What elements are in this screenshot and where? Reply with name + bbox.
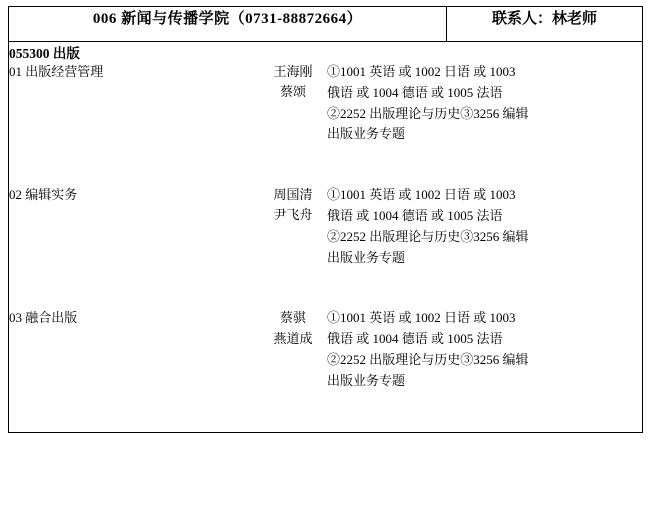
direction-name: 03 融合出版 (9, 310, 78, 326)
direction-exams (327, 185, 643, 268)
spacer-cell (259, 145, 327, 185)
major-block (9, 42, 643, 433)
major-code-teachers-spacer (259, 42, 327, 62)
exam-line: 俄语 或 1004 德语 或 1005 法语 (327, 84, 503, 100)
spacer-cell (327, 145, 643, 185)
directions-table (9, 42, 643, 432)
exam-line: 俄语 或 1004 德语 或 1005 法语 (327, 331, 503, 347)
teacher-name: 周国清 (273, 187, 313, 203)
direction-teachers (259, 308, 327, 391)
spacer-cell (259, 392, 327, 432)
teacher-name: 蔡骐 (279, 310, 306, 326)
direction-row (9, 185, 643, 268)
spacer-cell (327, 268, 643, 308)
row-spacer (9, 145, 643, 185)
spacer-cell (327, 392, 643, 432)
table-header-row (9, 7, 643, 42)
major-code-exams-spacer (327, 42, 643, 62)
contact-person: 联系人：林老师 (447, 7, 643, 42)
direction-teachers (259, 185, 327, 268)
spacer-cell (9, 145, 259, 185)
admissions-table (8, 6, 643, 433)
spacer-cell (9, 392, 259, 432)
row-spacer-bottom (9, 392, 643, 432)
major-code-row (9, 42, 643, 62)
exam-line: ②2252 出版理论与历史③3256 编辑 (327, 228, 529, 244)
direction-exams (327, 308, 643, 391)
exam-line: 俄语 或 1004 德语 或 1005 法语 (327, 207, 503, 223)
direction-name: 02 编辑实务 (9, 187, 78, 203)
exam-line: ①1001 英语 或 1002 日语 或 1003 (327, 187, 516, 203)
teacher-name: 燕道成 (273, 330, 313, 346)
major-code-name: 055300 出版 (9, 46, 80, 61)
exam-line: ②2252 出版理论与历史③3256 编辑 (327, 351, 529, 367)
teacher-name: 尹飞舟 (273, 207, 313, 223)
direction-row (9, 308, 643, 391)
teacher-name: 蔡颂 (279, 84, 306, 100)
exam-line: 出版业务专题 (327, 372, 406, 388)
direction-name: 01 出版经营管理 (9, 64, 104, 79)
exam-line: ①1001 英语 或 1002 日语 或 1003 (327, 64, 516, 79)
table-body-row (9, 42, 643, 433)
direction-teachers (259, 62, 327, 145)
direction-row (9, 62, 643, 145)
spacer-cell (259, 268, 327, 308)
exam-line: ①1001 英语 或 1002 日语 或 1003 (327, 310, 516, 326)
college-title: 006 新闻与传播学院（0731-88872664） (9, 7, 447, 42)
direction-exams (327, 62, 643, 145)
exam-line: 出版业务专题 (327, 126, 406, 142)
spacer-cell (9, 268, 259, 308)
exam-line: 出版业务专题 (327, 249, 406, 265)
exam-line: ②2252 出版理论与历史③3256 编辑 (327, 105, 529, 121)
row-spacer (9, 268, 643, 308)
teacher-name: 王海刚 (273, 64, 313, 79)
